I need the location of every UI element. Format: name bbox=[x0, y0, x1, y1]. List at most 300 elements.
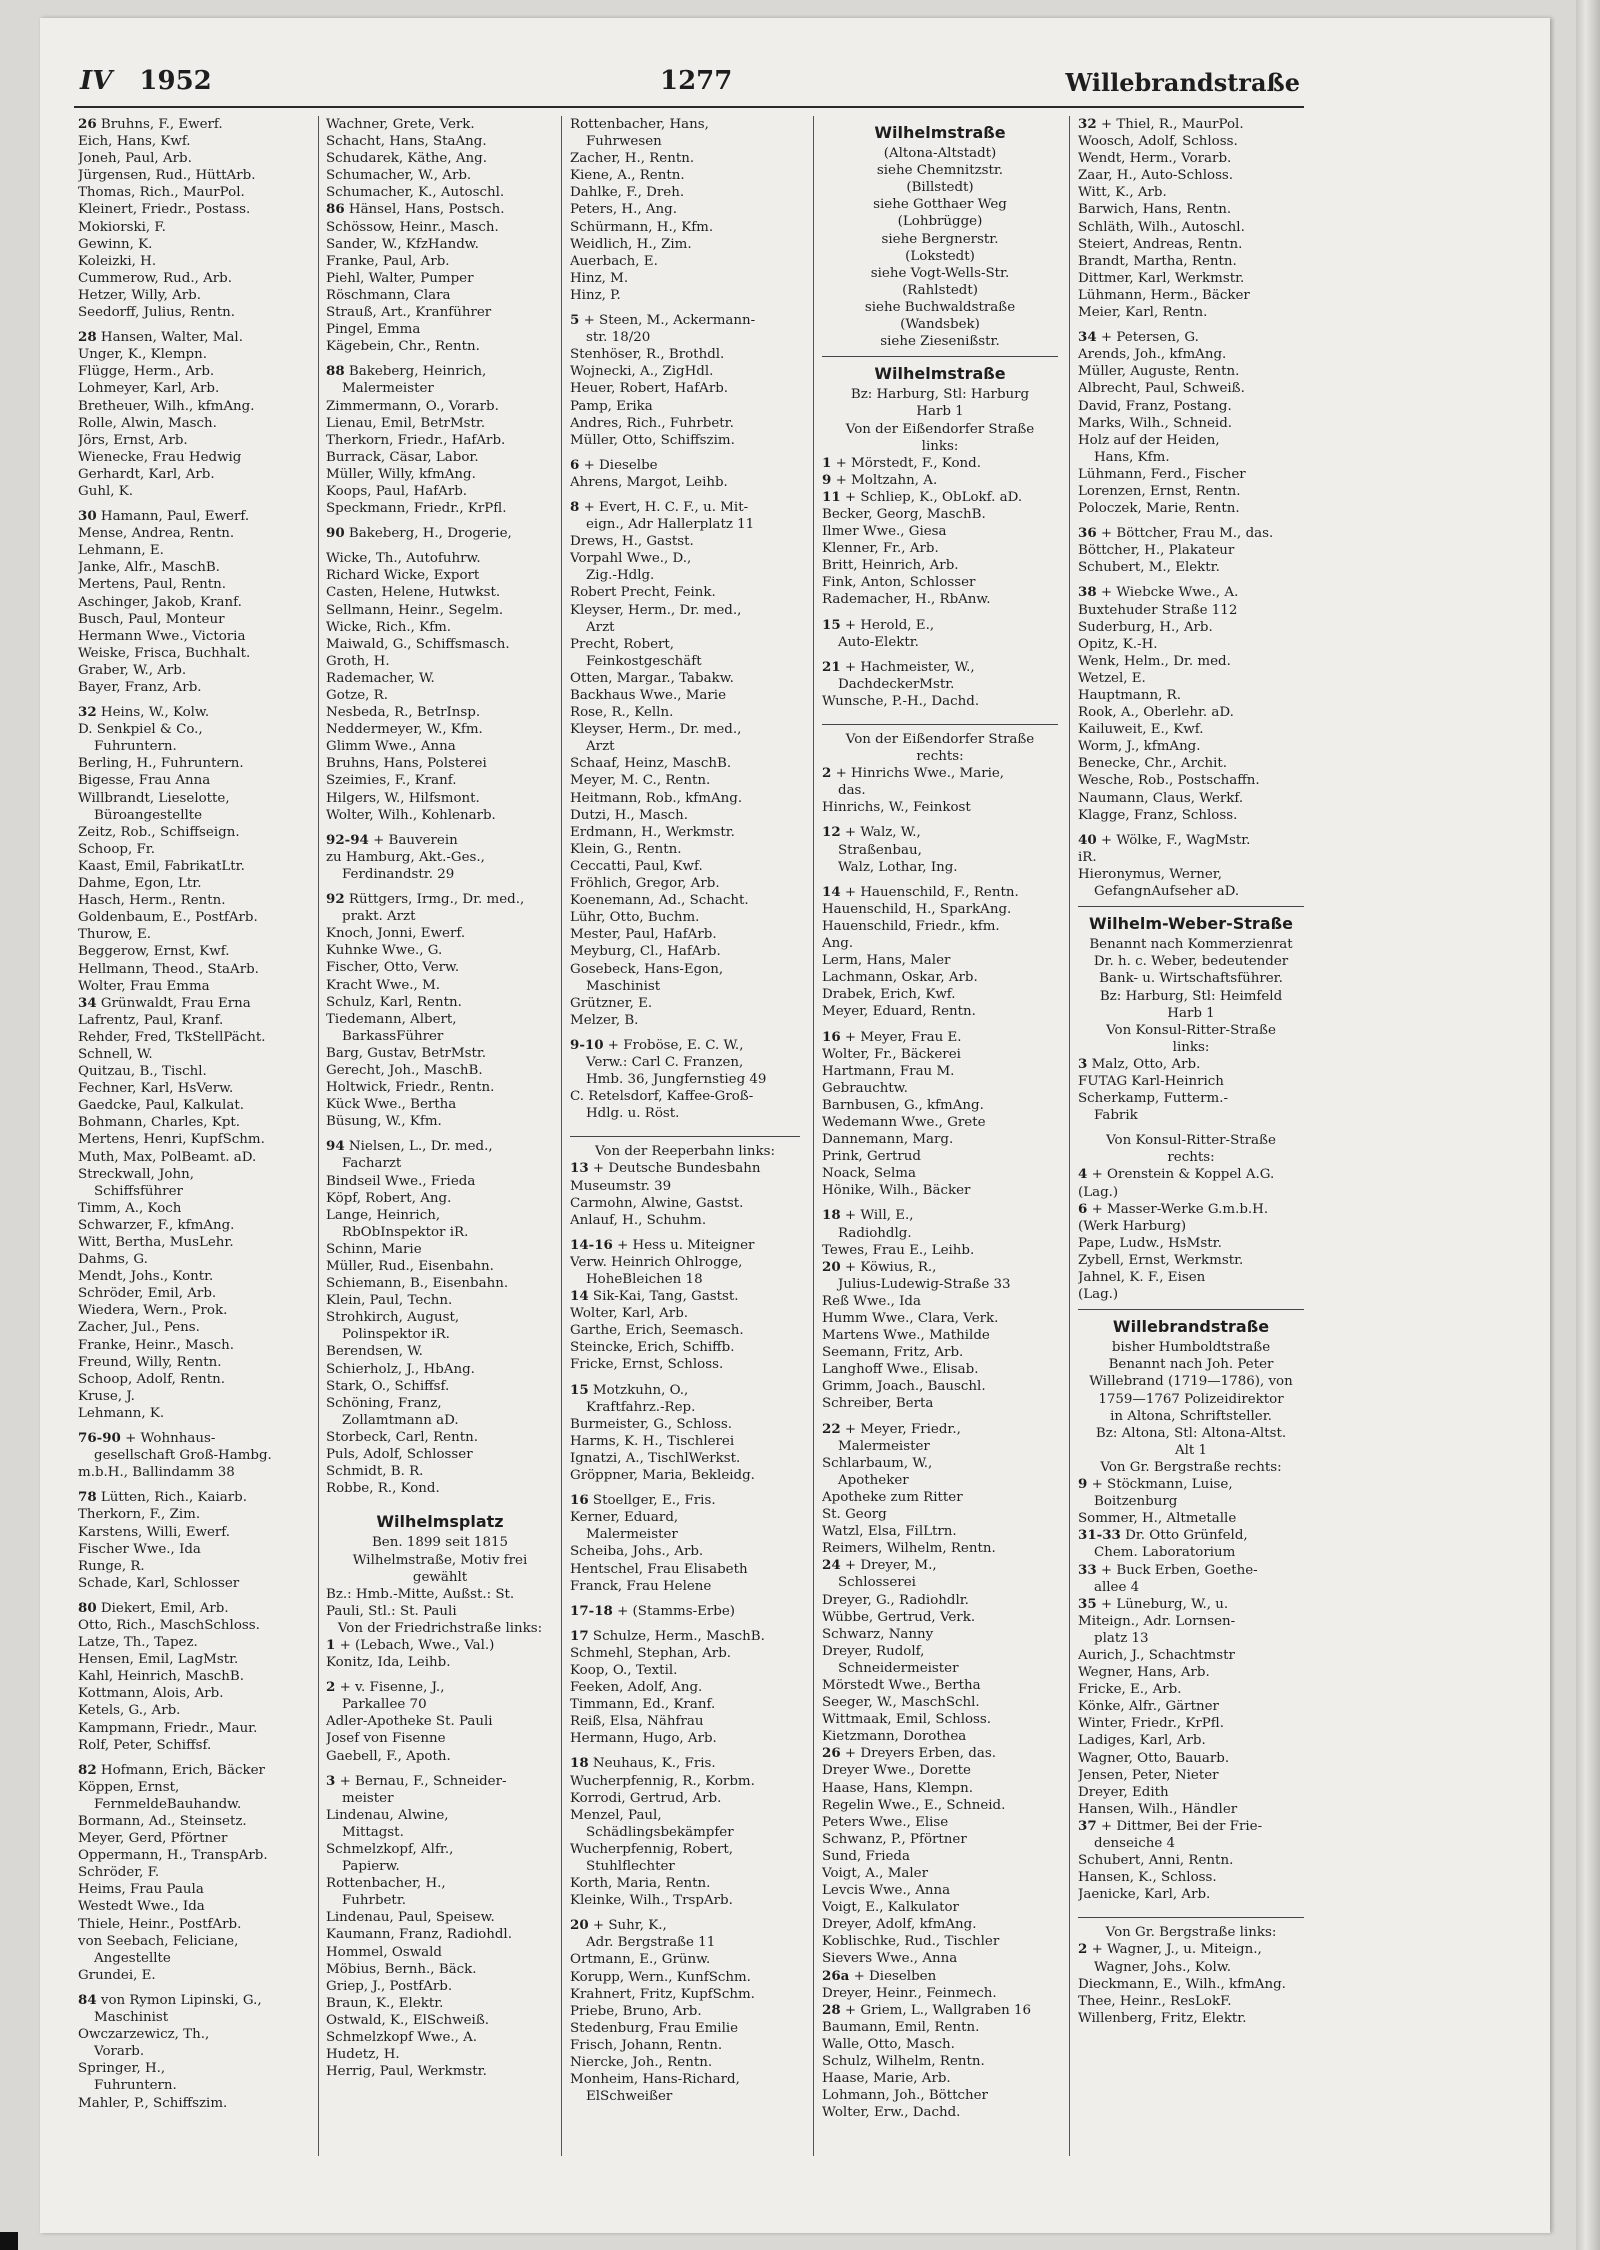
resident-entry: Büsung, W., Kfm. bbox=[326, 1114, 442, 1130]
resident-entry: Ortmann, E., Grünw. bbox=[570, 1952, 711, 1968]
house-number-entry: 17 Schulze, Herm., MaschB. bbox=[570, 1627, 765, 1644]
resident-entry: Szeimies, F., Kranf. bbox=[326, 773, 457, 789]
header-year: 1952 bbox=[139, 66, 212, 96]
resident-entry: Barnbusen, G., kfmAng. bbox=[822, 1097, 984, 1113]
column-divider bbox=[561, 116, 562, 2156]
resident-entry: Vorpahl Wwe., D., bbox=[570, 551, 692, 567]
resident-entry: Gerecht, Joh., MaschB. bbox=[326, 1062, 483, 1078]
street-note: siehe Chemnitzstr. bbox=[876, 163, 1004, 179]
resident-entry: Weiske, Frisca, Buchhalt. bbox=[78, 645, 251, 661]
resident-entry: Speckmann, Friedr., KrPfl. bbox=[326, 501, 507, 517]
resident-entry: Meyburg, Cl., HafArb. bbox=[570, 944, 721, 960]
resident-entry-continuation: GefangnAufseher aD. bbox=[1094, 884, 1240, 900]
street-note: Alt 1 bbox=[1174, 1442, 1208, 1458]
resident-entry: Burrack, Cäsar, Labor. bbox=[326, 449, 479, 465]
spacer bbox=[570, 491, 800, 499]
resident-entry: Niercke, Joh., Rentn. bbox=[570, 2055, 713, 2071]
resident-entry-continuation: denseiche 4 bbox=[1094, 1836, 1176, 1851]
resident-entry: Lohmann, Joh., Böttcher bbox=[822, 2088, 988, 2104]
spacer bbox=[78, 1481, 310, 1489]
spacer bbox=[326, 1497, 554, 1505]
street-note: Von der Eißendorfer Straße bbox=[845, 421, 1035, 437]
resident-entry: C. Retelsdorf, Kaffee-Groß- bbox=[570, 1089, 754, 1105]
house-number-entry: 1 + Mörstedt, F., Kond. bbox=[822, 454, 982, 471]
street-note: links: bbox=[921, 438, 959, 454]
resident-entry: Backhaus Wwe., Marie bbox=[570, 688, 727, 703]
resident-entry: Dahme, Egon, Ltr. bbox=[78, 876, 202, 892]
street-note: Bank- u. Wirtschaftsführer. bbox=[1099, 971, 1283, 987]
resident-entry: Pamp, Erika bbox=[570, 398, 653, 414]
resident-entry: Wachner, Grete, Verk. bbox=[326, 117, 475, 132]
resident-entry-continuation: Mittagst. bbox=[342, 1824, 404, 1840]
resident-entry: Muth, Max, PolBeamt. aD. bbox=[78, 1149, 257, 1165]
resident-entry: Otto, Rich., MaschSchloss. bbox=[78, 1617, 260, 1633]
resident-entry: FUTAG Karl-Heinrich bbox=[1078, 1073, 1224, 1089]
resident-entry-continuation: Papierw. bbox=[342, 1859, 400, 1875]
resident-entry-continuation: Maschinist bbox=[94, 2010, 169, 2026]
resident-entry: Museumstr. 39 bbox=[570, 1178, 672, 1194]
resident-entry-continuation: Ferdinandstr. 29 bbox=[342, 866, 455, 882]
resident-entry: Müller, Willy, kfmAng. bbox=[326, 466, 476, 482]
resident-entry: Wolter, Wilh., Kohlenarb. bbox=[326, 807, 496, 823]
resident-entry: Hommel, Oswald bbox=[326, 1944, 443, 1960]
resident-entry: Kuhnke Wwe., G. bbox=[326, 943, 443, 959]
resident-entry: Kahl, Heinrich, MaschB. bbox=[78, 1669, 245, 1685]
street-note: (Wandsbek) bbox=[900, 317, 980, 333]
house-number-entry: 2 + Hinrichs Wwe., Marie, bbox=[822, 765, 1005, 782]
resident-entry: Hellmann, Theod., StaArb. bbox=[78, 961, 259, 977]
resident-entry: Walle, Otto, Masch. bbox=[822, 2036, 955, 2052]
resident-entry-continuation: ElSchweißer bbox=[586, 2089, 673, 2105]
resident-entry: Bayer, Franz, Arb. bbox=[78, 680, 202, 695]
resident-entry: Pauli, Stl.: St. Pauli bbox=[326, 1603, 457, 1619]
resident-entry: Lühr, Otto, Buchm. bbox=[570, 910, 700, 926]
resident-entry: Wagner, Otto, Bauarb. bbox=[1078, 1750, 1230, 1766]
resident-entry-continuation: Polinspektor iR. bbox=[342, 1327, 450, 1343]
street-note: rechts: bbox=[916, 749, 964, 765]
house-number-entry: 28 + Griem, L., Wallgraben 16 bbox=[822, 2001, 1032, 2018]
resident-entry: Hermann Wwe., Victoria bbox=[78, 628, 246, 644]
resident-entry: Quitzau, B., Tischl. bbox=[78, 1064, 207, 1080]
resident-entry: Fink, Anton, Schlosser bbox=[822, 575, 976, 591]
spacer bbox=[570, 1620, 800, 1628]
resident-entry: Owczarzewicz, Th., bbox=[78, 2027, 210, 2043]
street-note: Bz: Altona, Stl: Altona-Altst. bbox=[1095, 1425, 1287, 1441]
resident-entry-continuation: HoheBleichen 18 bbox=[586, 1272, 703, 1287]
resident-entry: Rottenbacher, Hans, bbox=[570, 117, 709, 132]
resident-entry: Schwarzer, F., kfmAng. bbox=[78, 1217, 235, 1233]
resident-entry: Tewes, Frau E., Leihb. bbox=[822, 1242, 975, 1258]
resident-entry: Wicke, Th., Autofuhrw. bbox=[326, 551, 481, 567]
resident-entry-continuation: Apotheker bbox=[838, 1472, 909, 1488]
resident-entry: Dreyer, G., Radiohdlr. bbox=[822, 1592, 969, 1608]
resident-entry: Wendt, Herm., Vorarb. bbox=[1078, 151, 1232, 167]
house-number-entry: 33 + Buck Erben, Goethe- bbox=[1078, 1561, 1258, 1578]
resident-entry: Schröder, Emil, Arb. bbox=[78, 1286, 217, 1302]
street-heading: Wilhelmstraße bbox=[874, 123, 1006, 142]
resident-entry-continuation: Parkallee 70 bbox=[342, 1697, 427, 1713]
resident-entry: D. Senkpiel & Co., bbox=[78, 722, 203, 738]
resident-entry: Dahms, G. bbox=[78, 1252, 148, 1268]
resident-entry: Witt, K., Arb. bbox=[1078, 185, 1167, 201]
house-number-entry: 78 Lütten, Rich., Kaiarb. bbox=[78, 1489, 247, 1506]
resident-entry: Karstens, Willi, Ewerf. bbox=[78, 1524, 231, 1540]
resident-entry: Schumacher, W., Arb. bbox=[326, 168, 472, 184]
resident-entry-continuation: prakt. Arzt bbox=[342, 909, 416, 925]
resident-entry: Willenberg, Fritz, Elektr. bbox=[1078, 2010, 1247, 2026]
resident-entry-continuation: Schiffsführer bbox=[94, 1183, 183, 1199]
resident-entry: Schudarek, Käthe, Ang. bbox=[326, 151, 487, 167]
resident-entry-continuation: Fuhrwesen bbox=[586, 134, 662, 150]
resident-entry: Unger, K., Klempn. bbox=[78, 347, 207, 363]
house-number-entry: 22 + Meyer, Friedr., bbox=[822, 1420, 961, 1437]
resident-entry: Heitmann, Rob., kfmAng. bbox=[570, 790, 743, 806]
resident-entry: m.b.H., Ballindamm 38 bbox=[78, 1465, 235, 1481]
street-note: Harb 1 bbox=[1167, 1005, 1215, 1021]
resident-entry: Rolle, Alwin, Masch. bbox=[78, 415, 217, 431]
resident-entry: Gröppner, Maria, Bekleidg. bbox=[570, 1468, 755, 1484]
resident-entry-continuation: Boitzenburg bbox=[1094, 1494, 1178, 1510]
resident-entry-continuation: Verw.: Carl C. Franzen, bbox=[586, 1054, 744, 1070]
resident-entry: Thomas, Rich., MaurPol. bbox=[78, 185, 245, 201]
resident-entry: Koleizki, H. bbox=[78, 253, 157, 269]
resident-entry: Koop, O., Textil. bbox=[570, 1662, 678, 1678]
resident-entry: Hinz, P. bbox=[570, 287, 621, 303]
house-number-entry: 94 Nielsen, L., Dr. med., bbox=[326, 1138, 493, 1155]
house-number-entry: 28 Hansen, Walter, Mal. bbox=[78, 329, 243, 346]
resident-entry: Ceccatti, Paul, Kwf. bbox=[570, 858, 703, 874]
resident-entry: Andres, Rich., Fuhrbetr. bbox=[570, 415, 734, 431]
resident-entry: Robbe, R., Kond. bbox=[326, 1481, 440, 1497]
resident-entry-continuation: Vorarb. bbox=[94, 2044, 145, 2060]
resident-entry: Koops, Paul, HafArb. bbox=[326, 483, 468, 499]
resident-entry: Weidlich, H., Zim. bbox=[570, 236, 692, 252]
resident-entry: Lafrentz, Paul, Kranf. bbox=[78, 1012, 224, 1028]
resident-entry: Sander, W., KfzHandw. bbox=[326, 236, 479, 252]
house-number-entry: 1 + (Lebach, Wwe., Val.) bbox=[326, 1636, 495, 1653]
page-number: 1277 bbox=[660, 66, 733, 96]
house-number-entry: 9 + Moltzahn, A. bbox=[822, 471, 938, 488]
resident-entry: Koenemann, Ad., Schacht. bbox=[570, 893, 749, 909]
house-number-entry: 30 Hamann, Paul, Ewerf. bbox=[78, 508, 250, 525]
resident-entry: Schröder, F. bbox=[78, 1865, 160, 1881]
column-3 bbox=[570, 116, 800, 2156]
house-number-entry: 12 + Walz, W., bbox=[822, 824, 921, 841]
resident-entry: Precht, Robert, bbox=[570, 636, 675, 652]
street-note: (Altona-Altstadt) bbox=[883, 146, 997, 162]
street-note: Ben. 1899 seit 1815 bbox=[371, 1535, 509, 1551]
street-note: Dr. h. c. Weber, bedeutender bbox=[1093, 954, 1289, 970]
resident-entry: Jensen, Peter, Nieter bbox=[1078, 1767, 1219, 1783]
resident-entry: Auerbach, E. bbox=[570, 253, 658, 269]
resident-entry: Janke, Alfr., MaschB. bbox=[78, 560, 220, 576]
resident-entry: Müller, Rud., Eisenbahn. bbox=[326, 1259, 494, 1274]
resident-entry: Schierholz, J., HbAng. bbox=[326, 1361, 475, 1377]
resident-entry: Priebe, Bruno, Arb. bbox=[570, 2003, 702, 2019]
street-note: rechts: bbox=[1167, 1150, 1215, 1166]
resident-entry: Wegner, Hans, Arb. bbox=[1078, 1665, 1210, 1681]
spacer bbox=[822, 816, 1058, 824]
resident-entry: Kampmann, Friedr., Maur. bbox=[78, 1720, 258, 1736]
resident-entry: Müller, Otto, Schiffszim. bbox=[570, 432, 735, 448]
resident-entry: Hansen, K., Schloss. bbox=[1078, 1870, 1217, 1886]
resident-entry: Mokiorski, F. bbox=[78, 219, 166, 235]
resident-entry: Röschmann, Clara bbox=[326, 287, 451, 303]
resident-entry-continuation: Zollamtmann aD. bbox=[342, 1412, 459, 1428]
resident-entry: Winter, Friedr., KrPfl. bbox=[1078, 1716, 1224, 1732]
resident-entry: Drabek, Erich, Kwf. bbox=[822, 987, 956, 1003]
resident-entry: Joneh, Paul, Arb. bbox=[78, 151, 192, 167]
resident-entry: Levcis Wwe., Anna bbox=[822, 1883, 951, 1899]
house-number-entry: 90 Bakeberg, H., Drogerie, bbox=[326, 525, 512, 542]
resident-entry: Wicke, Rich., Kfm. bbox=[326, 619, 452, 635]
street-note: Benannt nach Joh. Peter bbox=[1108, 1357, 1274, 1373]
resident-entry: Mense, Andrea, Rentn. bbox=[78, 526, 235, 542]
resident-entry: Bz.: Hmb.-Mitte, Außst.: St. bbox=[326, 1586, 515, 1602]
resident-entry: Schulz, Karl, Rentn. bbox=[326, 994, 462, 1010]
resident-entry: Feeken, Adolf, Ang. bbox=[570, 1680, 703, 1696]
resident-entry: Opitz, K.-H. bbox=[1078, 636, 1158, 652]
house-number-entry: 2 + v. Fisenne, J., bbox=[326, 1679, 445, 1696]
resident-entry: Busch, Paul, Monteur bbox=[78, 611, 225, 627]
resident-entry: Schreiber, Berta bbox=[822, 1396, 934, 1412]
resident-entry: Rottenbacher, H., bbox=[326, 1876, 446, 1892]
resident-entry: Möbius, Bernh., Bäck. bbox=[326, 1961, 477, 1977]
header-street-name: Willebrandstraße bbox=[1065, 68, 1300, 97]
resident-entry: Mendt, Johs., Kontr. bbox=[78, 1269, 214, 1285]
resident-entry: Köppen, Ernst, bbox=[78, 1779, 180, 1795]
street-heading: Wilhelmsplatz bbox=[376, 1512, 504, 1532]
resident-entry: Hilgers, W., Hilfsmont. bbox=[326, 790, 480, 806]
resident-entry: Kailuweit, E., Kwf. bbox=[1078, 722, 1204, 738]
resident-entry: Fischer Wwe., Ida bbox=[78, 1541, 201, 1557]
resident-entry: Kleinke, Wilh., TrspArb. bbox=[570, 1893, 733, 1909]
resident-entry: Dreyer, Heinr., Feinmech. bbox=[822, 1985, 997, 2001]
house-number-entry: 14 + Hauenschild, F., Rentn. bbox=[822, 883, 1019, 900]
resident-entry: Poloczek, Marie, Rentn. bbox=[1078, 501, 1240, 517]
resident-entry-continuation: Angestellte bbox=[94, 1950, 171, 1966]
resident-entry-continuation: Walz, Lothar, Ing. bbox=[838, 859, 958, 875]
resident-entry: Meier, Karl, Rentn. bbox=[1078, 305, 1208, 321]
resident-entry: Schmehl, Stephan, Arb. bbox=[570, 1645, 732, 1661]
resident-entry: Wucherpfennig, R., Korbm. bbox=[570, 1773, 755, 1789]
resident-entry: Lerm, Hans, Maler bbox=[822, 953, 951, 969]
resident-entry: Berendsen, W. bbox=[326, 1344, 423, 1360]
house-number-entry: 88 Bakeberg, Heinrich, bbox=[326, 363, 487, 380]
spacer bbox=[326, 542, 554, 550]
resident-entry: Sommer, H., Altmetalle bbox=[1078, 1511, 1237, 1527]
resident-entry: Kerner, Eduard, bbox=[570, 1510, 679, 1526]
resident-entry: Meyer, Gerd, Pförtner bbox=[78, 1831, 228, 1847]
resident-entry-continuation: eign., Adr Hallerplatz 11 bbox=[586, 517, 755, 533]
resident-entry: Kruse, J. bbox=[78, 1388, 135, 1404]
resident-entry: Grimm, Joach., Bauschl. bbox=[822, 1379, 986, 1395]
resident-entry: Hauenschild, H., SparkAng. bbox=[822, 901, 1012, 917]
resident-entry: Braun, K., Elektr. bbox=[326, 1995, 444, 2011]
resident-entry: Korth, Maria, Rentn. bbox=[570, 1876, 711, 1892]
street-note: in Altona, Schriftsteller. bbox=[1110, 1408, 1272, 1424]
resident-entry: Glimm Wwe., Anna bbox=[326, 739, 456, 755]
resident-entry: Buxtehuder Straße 112 bbox=[1078, 602, 1238, 618]
resident-entry: Witt, Bertha, MusLehr. bbox=[78, 1235, 234, 1250]
resident-entry: Maiwald, G., Schiffsmasch. bbox=[326, 636, 510, 652]
house-number-entry: 16 Stoellger, E., Fris. bbox=[570, 1492, 716, 1509]
resident-entry: Becker, Georg, MaschB. bbox=[822, 506, 986, 522]
resident-entry: Hansen, Wilh., Händler bbox=[1078, 1801, 1238, 1817]
resident-entry: Nesbeda, R., BetrInsp. bbox=[326, 705, 481, 721]
spacer bbox=[78, 696, 310, 704]
resident-entry: Dreyer Wwe., Dorette bbox=[822, 1763, 971, 1779]
resident-entry-continuation: allee 4 bbox=[1094, 1579, 1140, 1595]
resident-entry: (Lag.) bbox=[1078, 1184, 1119, 1200]
resident-entry: Barg, Gustav, BetrMstr. bbox=[326, 1045, 487, 1061]
resident-entry: Voigt, A., Maler bbox=[822, 1866, 928, 1881]
spacer bbox=[570, 1122, 800, 1130]
header-left bbox=[80, 66, 212, 96]
resident-entry: Korrodi, Gertrud, Arb. bbox=[570, 1790, 722, 1806]
spacer bbox=[326, 1130, 554, 1138]
column-divider bbox=[1069, 116, 1070, 2156]
resident-entry: Jahnel, K. F., Eisen bbox=[1078, 1270, 1206, 1285]
resident-entry: Wübbe, Gertrud, Verk. bbox=[822, 1609, 976, 1625]
street-note: gewählt bbox=[412, 1569, 468, 1585]
resident-entry: Mester, Paul, HafArb. bbox=[570, 927, 717, 943]
resident-entry: Lohmeyer, Karl, Arb. bbox=[78, 381, 220, 397]
resident-entry: Heims, Frau Paula bbox=[78, 1882, 204, 1898]
house-number-entry: 15 + Herold, E., bbox=[822, 616, 935, 633]
resident-entry: Thee, Heinr., ResLokF. bbox=[1078, 1993, 1232, 2009]
resident-entry: Gewinn, K. bbox=[78, 236, 153, 252]
spacer bbox=[1078, 321, 1304, 329]
resident-entry: Schubert, M., Elektr. bbox=[1078, 560, 1220, 576]
resident-entry: Gaedcke, Paul, Kalkulat. bbox=[78, 1098, 244, 1114]
resident-entry: Noack, Selma bbox=[822, 1166, 916, 1182]
spacer bbox=[822, 876, 1058, 884]
resident-entry: Griep, J., PostfArb. bbox=[326, 1978, 453, 1994]
resident-entry: Watzl, Elsa, FilLtrn. bbox=[822, 1524, 957, 1540]
resident-entry: Sund, Frieda bbox=[822, 1848, 910, 1864]
resident-entry: Rolf, Peter, Schiffsf. bbox=[78, 1737, 212, 1753]
resident-entry: Rademacher, H., RbAnw. bbox=[822, 592, 991, 608]
resident-entry: Martens Wwe., Mathilde bbox=[822, 1328, 990, 1344]
resident-entry-continuation: das. bbox=[838, 783, 866, 799]
resident-entry-continuation: FernmeldeBauhandw. bbox=[94, 1796, 242, 1812]
street-note: bisher Humboldtstraße bbox=[1111, 1340, 1271, 1356]
street-note: Bz: Harburg, Stl: Harburg bbox=[850, 387, 1030, 403]
page-header bbox=[80, 62, 1300, 102]
resident-entry: Wetzel, E. bbox=[1078, 670, 1146, 686]
resident-entry: Carmohn, Alwine, Gastst. bbox=[570, 1195, 744, 1211]
resident-entry: Franke, Heinr., Masch. bbox=[78, 1337, 235, 1353]
resident-entry: Latze, Th., Tapez. bbox=[78, 1635, 198, 1651]
spacer bbox=[326, 517, 554, 525]
resident-entry: Rook, A., Oberlehr. aD. bbox=[1078, 705, 1234, 721]
resident-entry: Hudetz, H. bbox=[326, 2047, 400, 2063]
page-edge bbox=[1576, 0, 1600, 2250]
street-note: Von der Friedrichstraße links: bbox=[337, 1620, 543, 1636]
resident-entry: Jaenicke, Karl, Arb. bbox=[1078, 1887, 1211, 1903]
resident-entry-continuation: Arzt bbox=[586, 739, 615, 755]
resident-entry: (Lag.) bbox=[1078, 1287, 1119, 1303]
resident-entry-continuation: Malermeister bbox=[838, 1438, 930, 1454]
resident-entry: Wenk, Helm., Dr. med. bbox=[1078, 653, 1231, 669]
resident-entry: Ostwald, K., ElSchweiß. bbox=[326, 2012, 490, 2028]
spacer bbox=[570, 1747, 800, 1755]
resident-entry: Ilmer Wwe., Giesa bbox=[822, 524, 947, 540]
resident-entry: Menzel, Paul, bbox=[570, 1807, 662, 1823]
spacer bbox=[78, 1592, 310, 1600]
resident-entry-continuation: Kraftfahrz.-Rep. bbox=[586, 1399, 696, 1415]
street-note: links: bbox=[1172, 1039, 1210, 1055]
resident-entry: Klagge, Franz, Schloss. bbox=[1078, 807, 1238, 823]
resident-entry: Reß Wwe., Ida bbox=[822, 1293, 921, 1309]
resident-entry-continuation: Fuhruntern. bbox=[94, 739, 177, 755]
street-note: (Rahlstedt) bbox=[902, 282, 978, 298]
resident-entry: Wojnecki, A., ZigHdl. bbox=[570, 364, 714, 380]
resident-entry: Hinz, M. bbox=[570, 270, 629, 286]
column-1 bbox=[78, 116, 310, 2156]
resident-entry-continuation: Feinkostgeschäft bbox=[586, 653, 702, 669]
resident-entry: Rademacher, W. bbox=[326, 670, 435, 686]
resident-entry: Steiert, Andreas, Rentn. bbox=[1078, 236, 1243, 252]
section-rule bbox=[1078, 1917, 1304, 1918]
street-note: siehe Gotthaer Weg bbox=[873, 197, 1007, 213]
resident-entry: Lienau, Emil, BetrMstr. bbox=[326, 415, 486, 431]
house-number-entry: 32 + Thiel, R., MaurPol. bbox=[1078, 116, 1244, 132]
resident-entry: von Seebach, Feliciane, bbox=[78, 1933, 239, 1949]
resident-entry: Lehmann, E. bbox=[78, 543, 164, 559]
resident-entry: Wolter, Fr., Bäckerei bbox=[822, 1046, 961, 1062]
resident-entry: Aurich, J., Schachtmstr bbox=[1078, 1647, 1235, 1663]
resident-entry: Hauenschild, Friedr., kfm. bbox=[822, 918, 1000, 934]
resident-entry: Frisch, Johann, Rentn. bbox=[570, 2037, 723, 2053]
resident-entry: Kietzmann, Dorothea bbox=[822, 1729, 967, 1745]
street-note: Von der Eißendorfer Straße bbox=[845, 732, 1035, 747]
resident-entry: Stenhöser, R., Brothdl. bbox=[570, 347, 725, 363]
house-number-entry: 36 + Böttcher, Frau M., das. bbox=[1078, 525, 1274, 542]
resident-entry-continuation: Zig.-Hdlg. bbox=[586, 568, 655, 584]
resident-entry-continuation: Arzt bbox=[586, 619, 615, 635]
resident-entry: Wucherpfennig, Robert, bbox=[570, 1841, 734, 1857]
column-2 bbox=[326, 116, 554, 2156]
house-number-entry: 11 + Schliep, K., ObLokf. aD. bbox=[822, 488, 1023, 505]
house-number-entry: 86 Hänsel, Hans, Postsch. bbox=[326, 201, 505, 218]
resident-entry: Voigt, E., Kalkulator bbox=[822, 1900, 959, 1916]
resident-entry: Wolter, Karl, Arb. bbox=[570, 1306, 689, 1322]
resident-entry: Prink, Gertrud bbox=[822, 1149, 921, 1165]
resident-entry-continuation: Adr. Bergstraße 11 bbox=[586, 1935, 716, 1951]
resident-entry: zu Hamburg, Akt.-Ges., bbox=[326, 849, 485, 865]
street-note: (Lokstedt) bbox=[905, 248, 975, 264]
resident-entry: Sellmann, Heinr., Segelm. bbox=[326, 602, 504, 618]
street-note: Von Gr. Bergstraße rechts: bbox=[1100, 1459, 1282, 1475]
resident-entry: Fröhlich, Gregor, Arb. bbox=[570, 876, 720, 892]
house-number-entry: 84 von Rymon Lipinski, G., bbox=[78, 1991, 262, 2008]
resident-entry: Kleyser, Herm., Dr. med., bbox=[570, 602, 742, 618]
house-number-entry: 3 Malz, Otto, Arb. bbox=[1078, 1055, 1201, 1072]
house-number-entry: 76-90 + Wohnhaus- bbox=[78, 1430, 216, 1447]
spacer bbox=[326, 355, 554, 363]
spacer bbox=[570, 1909, 800, 1917]
resident-entry: Jörs, Ernst, Arb. bbox=[78, 432, 188, 448]
resident-entry: Brandt, Martha, Rentn. bbox=[1078, 253, 1237, 269]
resident-entry-continuation: str. 18/20 bbox=[586, 330, 651, 346]
resident-entry: Fechner, Karl, HsVerw. bbox=[78, 1081, 234, 1097]
resident-entry: Hetzer, Willy, Arb. bbox=[78, 287, 201, 303]
resident-entry: Storbeck, Carl, Rentn. bbox=[326, 1429, 478, 1445]
resident-entry-continuation: RbObInspektor iR. bbox=[342, 1224, 469, 1240]
resident-entry-continuation: Facharzt bbox=[342, 1156, 402, 1172]
